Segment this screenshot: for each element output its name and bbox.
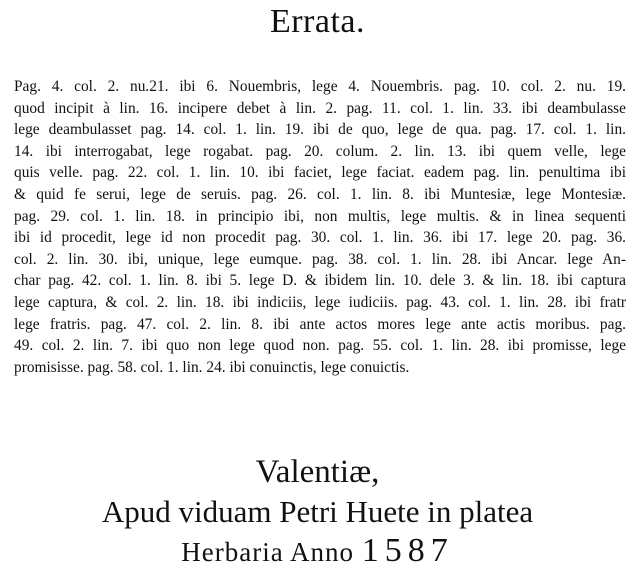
errata-text-block [14, 76, 626, 378]
errata-line: col. 2. lin. 30. ibi, unique, lege eumque. pag. 38. col. 1. lin. 28. ibi Ancar. lege An- [14, 250, 626, 268]
imprint-place: Herbaria Anno [181, 537, 354, 567]
imprint-place-line [0, 532, 635, 571]
errata-line: & quid fe serui, lege de seruis. pag. 26. col. 1. lin. 8. ibi Muntesiæ, lege Montesiæ. [14, 185, 626, 203]
imprint-city: Valentiæ, [255, 454, 380, 490]
errata-line: lege fratris. pag. 47. col. 2. lin. 8. ibi ante actos mores lege ante actis moribus. pag. [14, 315, 626, 333]
imprint-year: 1587 [361, 532, 454, 569]
errata-line: 14. ibi interrogabat, lege rogabat. pag. 20. colum. 2. lin. 13. ibi quem velle, lege [14, 142, 626, 160]
errata-line: quis velle. pag. 22. col. 1. lin. 10. ibi faciet, lege faciat. eadem pag. lin. penultima ibi [14, 164, 626, 182]
errata-line: char pag. 42. col. 1. lin. 8. ibi 5. lege D. & ibidem lin. 10. dele 3. & lin. 18. ibi captura [14, 272, 626, 290]
errata-line: pag. 29. col. 1. lin. 18. in principio ibi, non multis, lege multis. & in linea sequenti [14, 207, 626, 225]
errata-line: promisisse. pag. 58. col. 1. lin. 24. ibi conuinctis, lege conuictis. [14, 358, 410, 376]
errata-title: Errata. [269, 3, 366, 40]
errata-line: 49. col. 2. lin. 7. ibi quo non lege quod non. pag. 55. col. 1. lin. 28. ibi promisse, lege [14, 337, 626, 355]
errata-line: Pag. 4. col. 2. nu.21. ibi 6. Nouembris, lege 4. Nouembris. pag. 10. col. 2. nu. 19. [14, 78, 626, 95]
errata-line: lege captura, & col. 2. lin. 18. ibi indiciis, lege iudiciis. pag. 43. col. 1. lin. 28. ibi fratr [14, 293, 626, 311]
errata-line: lege deambulasset pag. 14. col. 1. lin. 19. ibi de quo, lege de qua. pag. 17. col. 1. lin. [14, 121, 626, 139]
imprint-printer: Apud viduam Petri Huete in platea [101, 494, 534, 529]
errata-line: ibi id procedit, lege id non procedit pag. 30. col. 1. lin. 36. ibi 17. lege 20. pag. 36. [14, 229, 626, 247]
errata-line: quod incipit à lin. 16. incipere debet à lin. 2. pag. 11. col. 1. lin. 33. ibi deambulasse [14, 99, 626, 117]
